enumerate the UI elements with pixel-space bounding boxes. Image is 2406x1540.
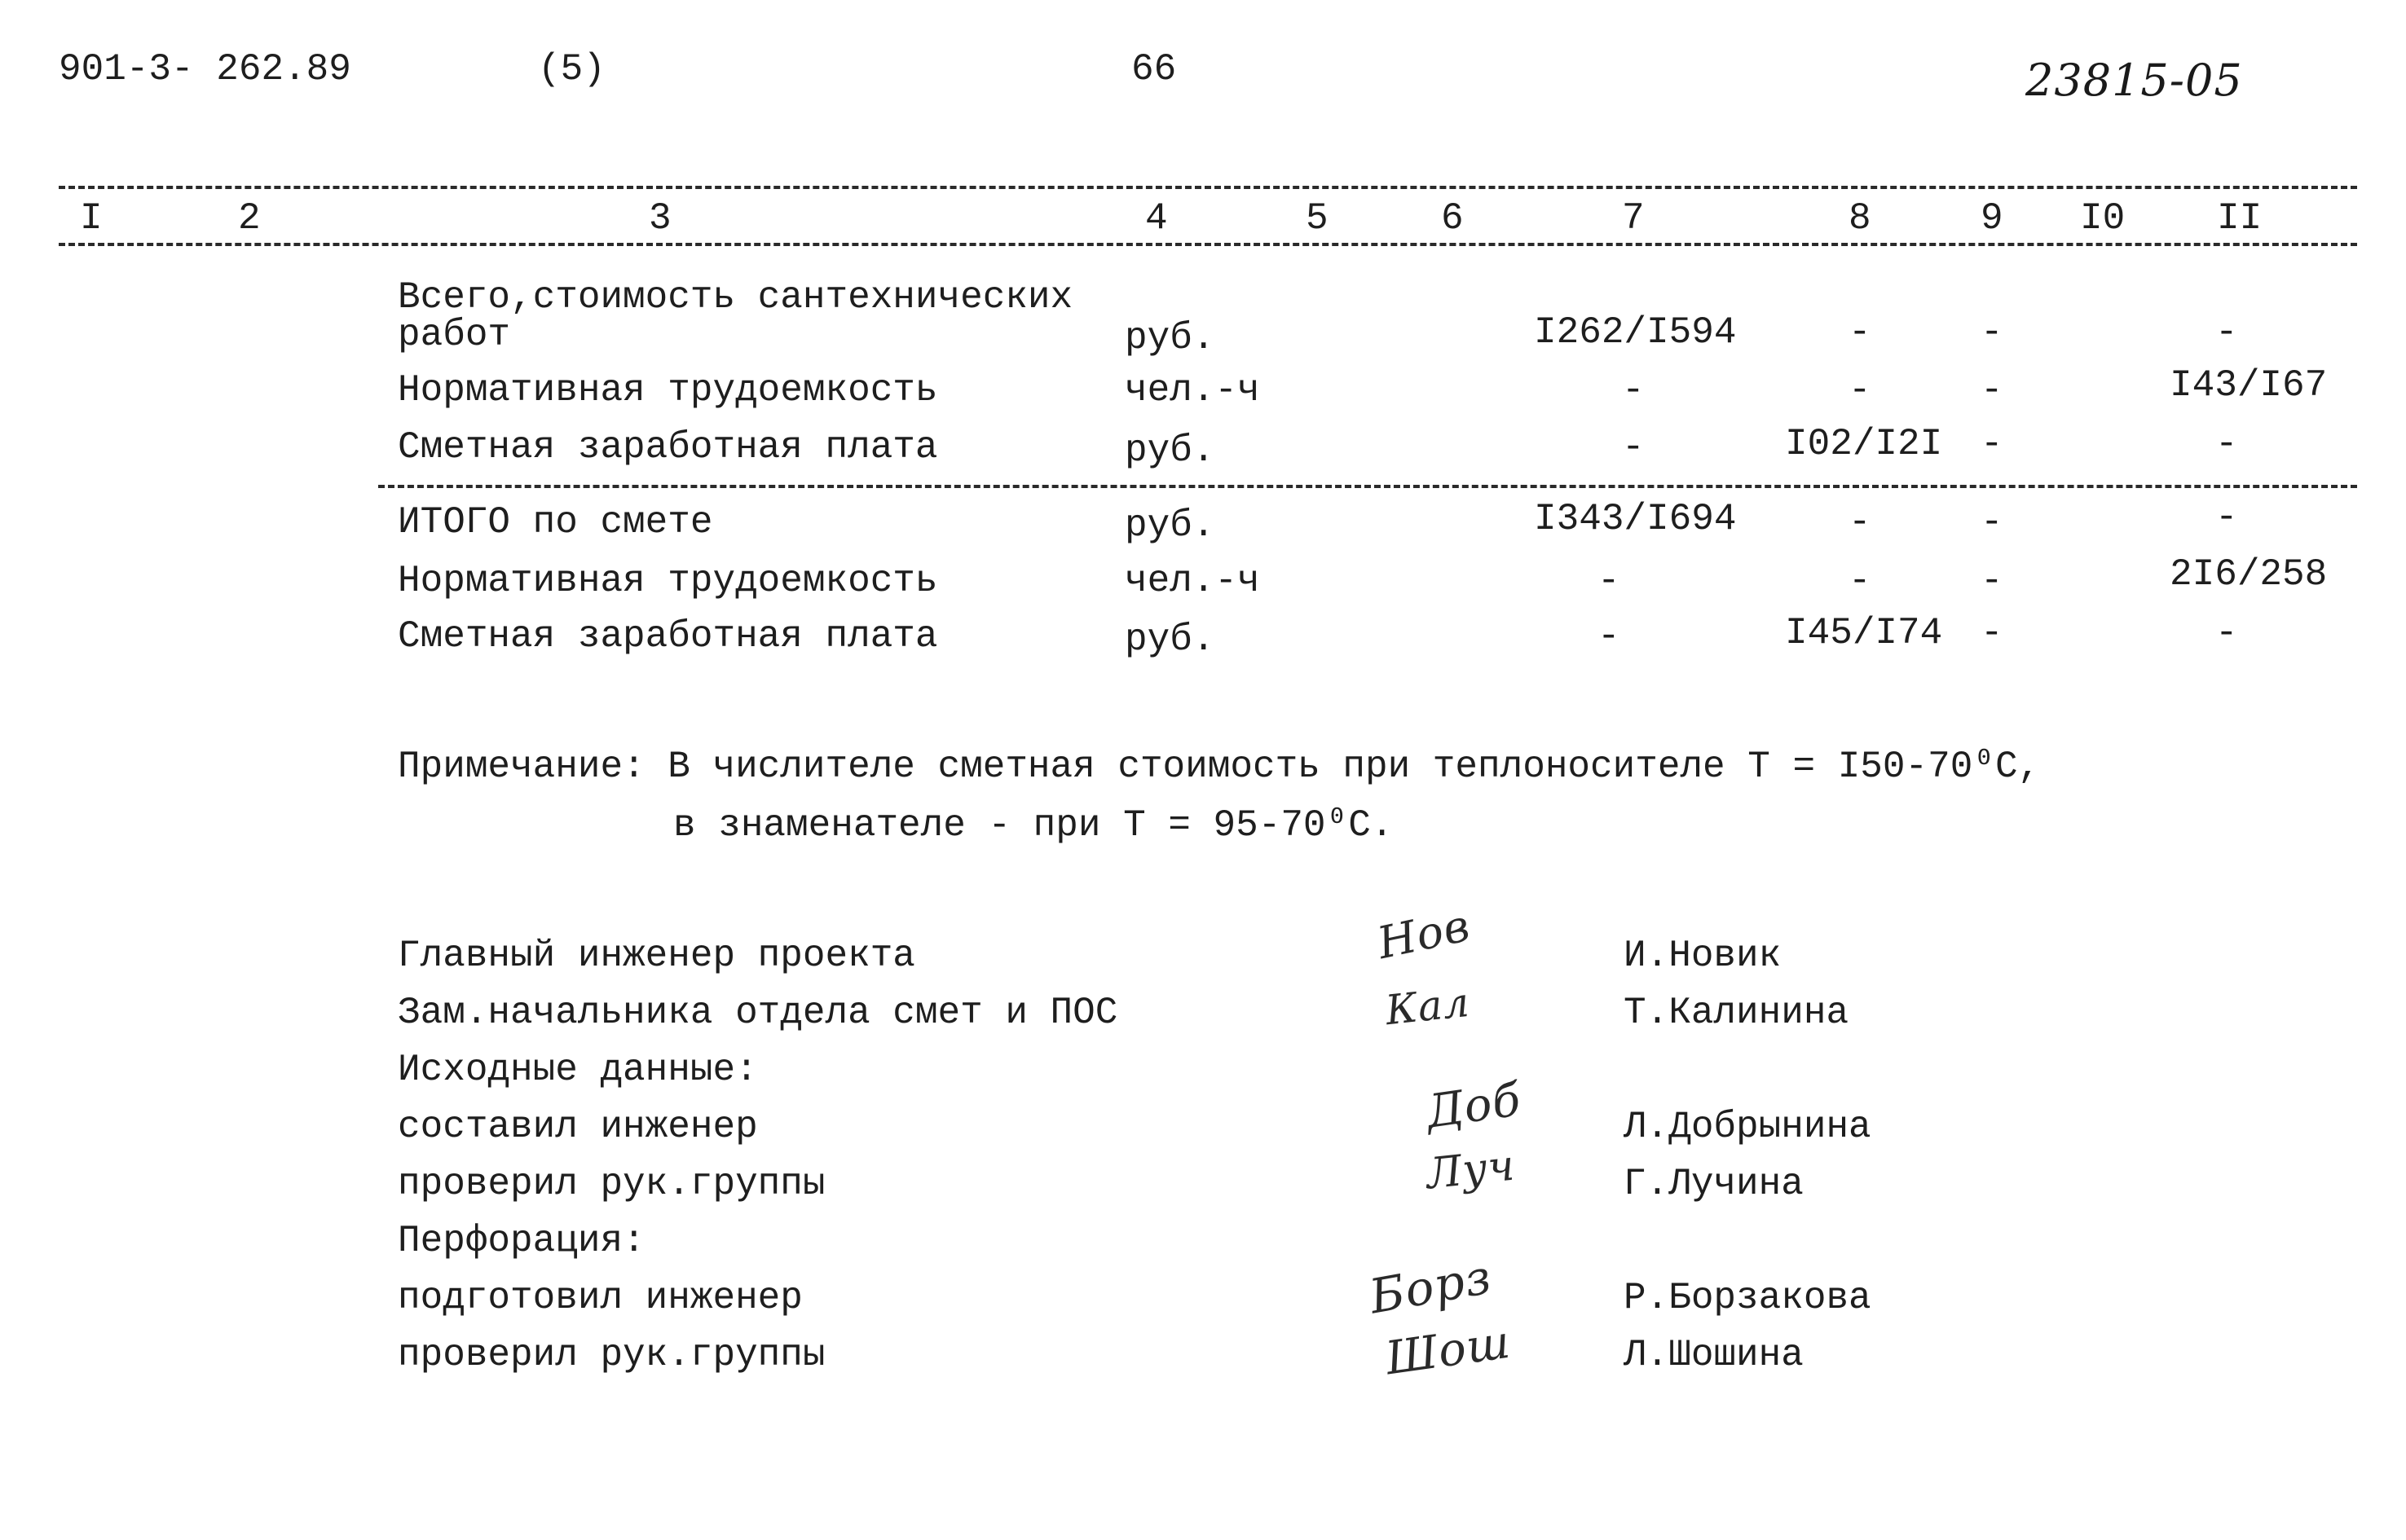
row-col8: - (1849, 311, 1871, 354)
row-col11: 2I6/258 (2170, 553, 2328, 596)
issue-number: (5) (538, 48, 606, 90)
signatory-name: Т.Калинина (1624, 992, 1849, 1034)
row-name: Нормативная трудоемкость (398, 560, 938, 602)
row-unit: чел.-ч (1125, 369, 1260, 411)
row-name-line1: Всего,стоимость сантехнических (398, 276, 1073, 319)
column-header-6: 6 (1441, 197, 1464, 240)
row-col11: I43/I67 (2170, 364, 2328, 407)
section-divider-rule (378, 485, 2357, 488)
column-header-1: I (80, 197, 103, 240)
row-col7: - (1622, 426, 1645, 469)
row-col11: - (2215, 612, 2238, 654)
column-header-10: I0 (2080, 197, 2126, 240)
column-header-4: 4 (1145, 197, 1168, 240)
note-line2: в знаменателе - при Т = 95-70⁰С. (673, 804, 1394, 847)
note-line1: Примечание: В числителе сметная стоимость при теплоносителе Т = I50-70⁰С, (398, 746, 2041, 788)
signature-role: проверил рук.группы (398, 1334, 826, 1376)
signature-role: Главный инженер проекта (398, 935, 915, 977)
row-col7: - (1597, 615, 1620, 658)
row-unit: чел.-ч (1125, 560, 1260, 602)
signatory-name: Г.Лучина (1624, 1163, 1804, 1205)
row-col9: - (1981, 501, 2003, 543)
row-col7: - (1622, 369, 1645, 411)
signature-role: подготовил инженер (398, 1277, 803, 1319)
row-name: Нормативная трудоемкость (398, 369, 938, 411)
row-col8: I45/I74 (1785, 612, 1943, 654)
header-bottom-rule (59, 243, 2357, 246)
row-col8: - (1849, 369, 1871, 411)
signature-role: составил инженер (398, 1106, 758, 1148)
handwritten-signature: Шош (1382, 1315, 1514, 1386)
row-col7: I343/I694 (1534, 498, 1737, 540)
section-label: Перфорация: (398, 1220, 646, 1262)
row-name: ИТОГО по смете (398, 501, 713, 543)
header-top-rule (59, 186, 2357, 189)
column-header-8: 8 (1849, 197, 1871, 240)
row-col8: I02/I2I (1785, 423, 1943, 465)
inventory-number-handwritten: 23815-05 (2025, 55, 2243, 106)
page-number: 66 (1131, 48, 1177, 90)
row-col9: - (1981, 560, 2003, 602)
handwritten-signature: Нов (1373, 899, 1475, 970)
signatory-name: И.Новик (1624, 935, 1782, 977)
row-col11: - (2215, 311, 2238, 354)
handwritten-signature: Доб (1422, 1073, 1525, 1139)
row-name: Сметная заработная плата (398, 426, 938, 469)
row-col9: - (1981, 311, 2003, 354)
handwritten-signature: Борз (1365, 1248, 1496, 1325)
handwritten-signature: Кал (1383, 978, 1473, 1035)
row-col9: - (1981, 369, 2003, 411)
row-col11: - (2215, 423, 2238, 465)
column-header-3: 3 (649, 197, 672, 240)
row-unit: руб. (1125, 618, 1215, 661)
signature-role: Зам.начальника отдела смет и ПОС (398, 992, 1118, 1034)
signature-role: проверил рук.группы (398, 1163, 826, 1205)
column-header-5: 5 (1306, 197, 1329, 240)
row-unit: руб. (1125, 317, 1215, 359)
row-col7: I262/I594 (1534, 311, 1737, 354)
signatory-name: Л.Добрынина (1624, 1106, 1871, 1148)
section-label: Исходные данные: (398, 1049, 758, 1091)
row-name: Сметная заработная плата (398, 615, 938, 658)
row-col8: - (1849, 560, 1871, 602)
row-col9: - (1981, 612, 2003, 654)
row-col11: - (2215, 496, 2238, 539)
row-col7: - (1597, 560, 1620, 602)
column-header-7: 7 (1622, 197, 1645, 240)
column-header-9: 9 (1981, 197, 2003, 240)
column-header-2: 2 (238, 197, 261, 240)
signatory-name: Л.Шошина (1624, 1334, 1804, 1376)
row-col9: - (1981, 423, 2003, 465)
row-name-line2: работ (398, 314, 511, 356)
handwritten-signature: Луч (1424, 1141, 1518, 1199)
document-code: 901-3- 262.89 (59, 48, 351, 90)
signatory-name: Р.Борзакова (1624, 1277, 1871, 1319)
column-header-11: II (2217, 197, 2263, 240)
row-unit: руб. (1125, 504, 1215, 547)
row-unit: руб. (1125, 429, 1215, 472)
row-col8: - (1849, 501, 1871, 543)
